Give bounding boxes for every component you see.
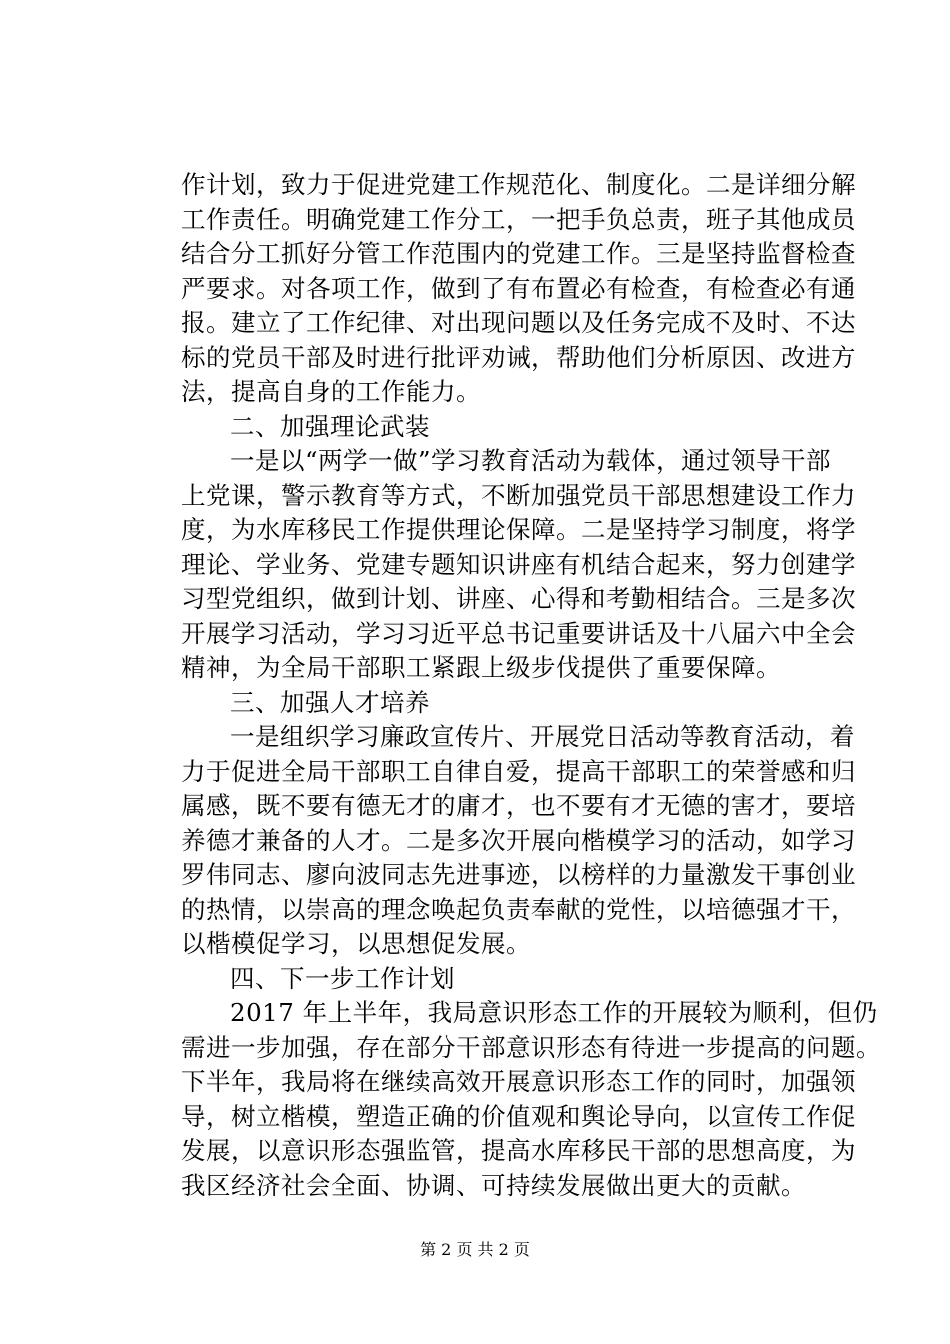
text-line: 严要求。对各项工作，做到了有布置必有检查，有检查必有通 <box>181 273 856 303</box>
text-line: 一是以“两学一做”学习教育活动为载体，通过领导干部 <box>230 446 832 475</box>
text-line: 需进一步加强，存在部分干部意识形态有待进一步提高的问题。 <box>181 1032 881 1062</box>
text-line: 养德才兼备的人才。二是多次开展向楷模学习的活动，如学习 <box>181 825 856 855</box>
text-line: 工作责任。明确党建工作分工，一把手负总责，班子其他成员 <box>181 204 856 234</box>
text-line: 精神，为全局干部职工紧跟上级步伐提供了重要保障。 <box>181 653 781 682</box>
text-line: 作计划，致力于促进党建工作规范化、制度化。二是详细分解 <box>181 170 856 199</box>
text-line: 罗伟同志、廖向波同志先进事迹，以榜样的力量激发干事创业 <box>181 860 856 889</box>
text-line: 理论、学业务、党建专题知识讲座有机结合起来，努力创建学 <box>181 549 856 579</box>
text-line: 一是组织学习廉政宣传片、开展党日活动等教育活动，着 <box>230 722 855 751</box>
text-line: 二、加强理论武装 <box>230 411 430 441</box>
text-line: 结合分工抓好分管工作范围内的党建工作。三是坚持监督检查 <box>181 239 856 268</box>
text-line: 2017 年上半年，我局意识形态工作的开展较为顺利，但仍 <box>230 998 878 1027</box>
text-line: 四、下一步工作计划 <box>230 963 455 993</box>
text-line: 三、加强人才培养 <box>230 687 430 717</box>
text-line: 法，提高自身的工作能力。 <box>181 377 481 406</box>
text-line: 下半年，我局将在继续高效开展意识形态工作的同时，加强领 <box>181 1067 856 1096</box>
text-line: 发展，以意识形态强监管，提高水库移民干部的思想高度，为 <box>181 1136 856 1165</box>
text-line: 上党课，警示教育等方式，不断加强党员干部思想建设工作力 <box>181 480 856 510</box>
text-line: 力于促进全局干部职工自律自爱，提高干部职工的荣誉感和归 <box>181 756 856 786</box>
text-line: 习型党组织，做到计划、讲座、心得和考勤相结合。三是多次 <box>181 584 856 613</box>
text-line: 开展学习活动，学习习近平总书记重要讲话及十八届六中全会 <box>181 618 856 648</box>
text-line: 我区经济社会全面、协调、可持续发展做出更大的贡献。 <box>181 1170 806 1200</box>
text-line: 导，树立楷模，塑造正确的价值观和舆论导向，以宣传工作促 <box>181 1101 856 1131</box>
text-line: 属感，既不要有德无才的庸才，也不要有才无德的害才，要培 <box>181 791 856 820</box>
text-line: 的热情，以崇高的理念唤起负责奉献的党性，以培德强才干， <box>181 894 856 924</box>
document-body <box>181 168 881 1203</box>
page-footer: 第 2 页 共 2 页 <box>420 1240 530 1259</box>
text-line: 报。建立了工作纪律、对出现问题以及任务完成不及时、不达 <box>181 308 856 337</box>
text-line: 度，为水库移民工作提供理论保障。二是坚持学习制度，将学 <box>181 515 856 544</box>
text-line: 标的党员干部及时进行批评劝诫，帮助他们分析原因、改进方 <box>181 342 856 372</box>
text-line: 以楷模促学习，以思想促发展。 <box>181 929 531 958</box>
